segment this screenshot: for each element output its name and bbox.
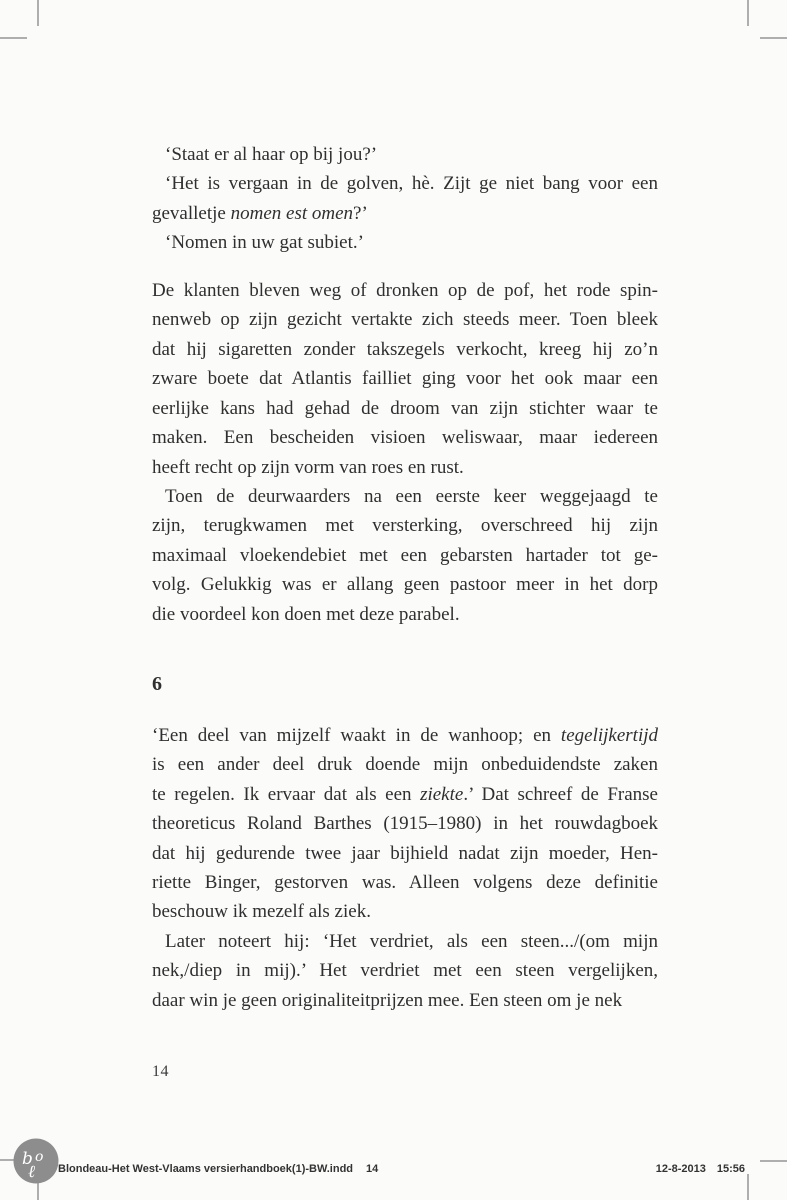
text-segment: gevalletje	[152, 202, 231, 224]
text-line	[152, 335, 658, 364]
text-segment: nek,/diep in mij).’ Het verdriet met een steen vergelijken,	[152, 960, 658, 982]
text-line	[152, 541, 658, 570]
text-segment: maken. Een bescheiden visioen weliswaar, maar iedereen	[152, 427, 658, 449]
paragraph	[152, 276, 658, 482]
text-segment: te regelen. Ik ervaar dat als een	[152, 783, 421, 805]
text-line	[152, 276, 658, 305]
text-line	[152, 305, 658, 334]
slug-time: 15:56	[716, 1163, 745, 1175]
text-line	[152, 809, 658, 838]
text-segment: daar win je geen originaliteitprijzen mee. Een steen om je nek	[152, 989, 623, 1011]
text-segment: ziekte	[420, 783, 464, 805]
crop-mark-bottom-left-vertical	[37, 1182, 39, 1200]
text-segment: ‘Nomen in uw gat subiet.’	[165, 232, 364, 254]
paragraph	[152, 169, 658, 228]
bol-logo-letter-b: b	[22, 1149, 33, 1169]
text-line	[152, 839, 658, 868]
text-line	[152, 453, 658, 482]
text-segment: Later noteert hij: ‘Het verdriet, als een steen.../(om mijn	[165, 930, 658, 952]
crop-mark-bottom-right-horizontal	[760, 1160, 787, 1162]
text-segment: Toen de deurwaarders na een eerste keer weggejaagd te	[165, 485, 658, 507]
paragraph	[152, 228, 658, 257]
text-segment: maximaal vloekendebiet met een gebarsten hartader tot ge-	[152, 544, 658, 566]
text-line	[152, 511, 658, 540]
crop-mark-top-right-horizontal	[760, 37, 787, 39]
text-line	[152, 750, 658, 779]
text-segment: ‘Staat er al haar op bij jou?’	[165, 144, 378, 165]
body-text	[152, 140, 658, 1015]
text-segment: is een ander deel druk doende mijn onbeduidendste zaken	[152, 754, 658, 776]
crop-mark-top-left-horizontal	[0, 37, 27, 39]
text-segment: ‘Een deel van mijzelf waakt in de wanhoop; en	[152, 724, 561, 746]
text-line	[152, 721, 658, 750]
page-number: 14	[152, 1063, 169, 1081]
text-segment: zware boete dat Atlantis failliet ging voor het ook maar een	[152, 368, 658, 390]
bol-logo-letter-l: ℓ	[28, 1162, 36, 1182]
text-line	[152, 228, 658, 257]
text-segment: dat hij sigaretten zonder takszegels verkocht, kreeg hij zo’n	[152, 338, 658, 360]
crop-mark-top-left-vertical	[37, 0, 39, 26]
text-segment: zijn, terugkwamen met versterking, overschreed hij zijn	[152, 515, 658, 537]
text-line	[152, 364, 658, 393]
text-segment: dat hij gedurende twee jaar bijhield nadat zijn moeder, Hen-	[152, 842, 658, 864]
text-segment: De klanten bleven weg of dronken op de pof, het rode spin-	[152, 279, 658, 301]
text-line	[152, 956, 658, 985]
crop-mark-top-right-vertical	[747, 0, 749, 26]
text-line	[152, 394, 658, 423]
text-segment: volg. Gelukkig was er allang geen pastoor meer in het dorp	[152, 574, 658, 596]
text-segment: nomen est omen	[230, 202, 354, 224]
text-line	[152, 140, 658, 169]
text-line	[152, 868, 658, 897]
slug-date: 12-8-2013	[655, 1163, 706, 1175]
text-segment: theoreticus Roland Barthes (1915–1980) in het rouwdagboek	[152, 813, 658, 835]
text-segment: heeft recht op zijn vorm van roes en rust.	[152, 456, 464, 478]
text-line	[152, 780, 658, 809]
text-segment: .’ Dat schreef de Franse	[463, 783, 658, 805]
text-segment: nenweb op zijn gezicht vertakte zich steeds meer. Toen bleek	[152, 309, 658, 331]
text-column	[152, 140, 658, 1087]
slug-filename	[58, 1163, 378, 1175]
text-line	[152, 199, 658, 228]
text-segment: tegelijkertijd	[560, 724, 658, 746]
text-line	[152, 482, 658, 511]
slug-filename-text: Blondeau-Het West-Vlaams versierhandboek(1)-BW.indd	[58, 1163, 354, 1175]
text-segment: beschouw ik mezelf als ziek.	[152, 901, 371, 923]
text-line	[152, 600, 658, 629]
text-segment: riette Binger, gestorven was. Alleen volgens deze definitie	[152, 871, 658, 893]
text-segment: ‘Het is vergaan in de golven, hè. Zijt ge niet bang voor een	[165, 173, 658, 195]
slug-page-ref: 14	[366, 1163, 379, 1175]
paragraph	[152, 482, 658, 629]
text-line	[152, 897, 658, 926]
text-line	[152, 986, 658, 1015]
bol-logo-icon	[13, 1138, 59, 1184]
text-segment: eerlijke kans had gehad de droom van zijn stichter waar te	[152, 397, 658, 419]
text-line	[152, 423, 658, 452]
text-segment: die voordeel kon doen met deze parabel.	[152, 603, 460, 625]
crop-mark-bottom-right-vertical	[747, 1174, 749, 1200]
text-line	[152, 169, 658, 198]
paragraph	[152, 927, 658, 1015]
text-line	[152, 570, 658, 599]
section-heading: 6	[152, 673, 162, 696]
paragraph	[152, 721, 658, 927]
text-line	[152, 927, 658, 956]
paragraph	[152, 140, 658, 169]
slug-datetime	[656, 1163, 745, 1175]
bol-logo-letter-o: o	[35, 1149, 44, 1165]
text-segment: ?’	[353, 202, 368, 224]
